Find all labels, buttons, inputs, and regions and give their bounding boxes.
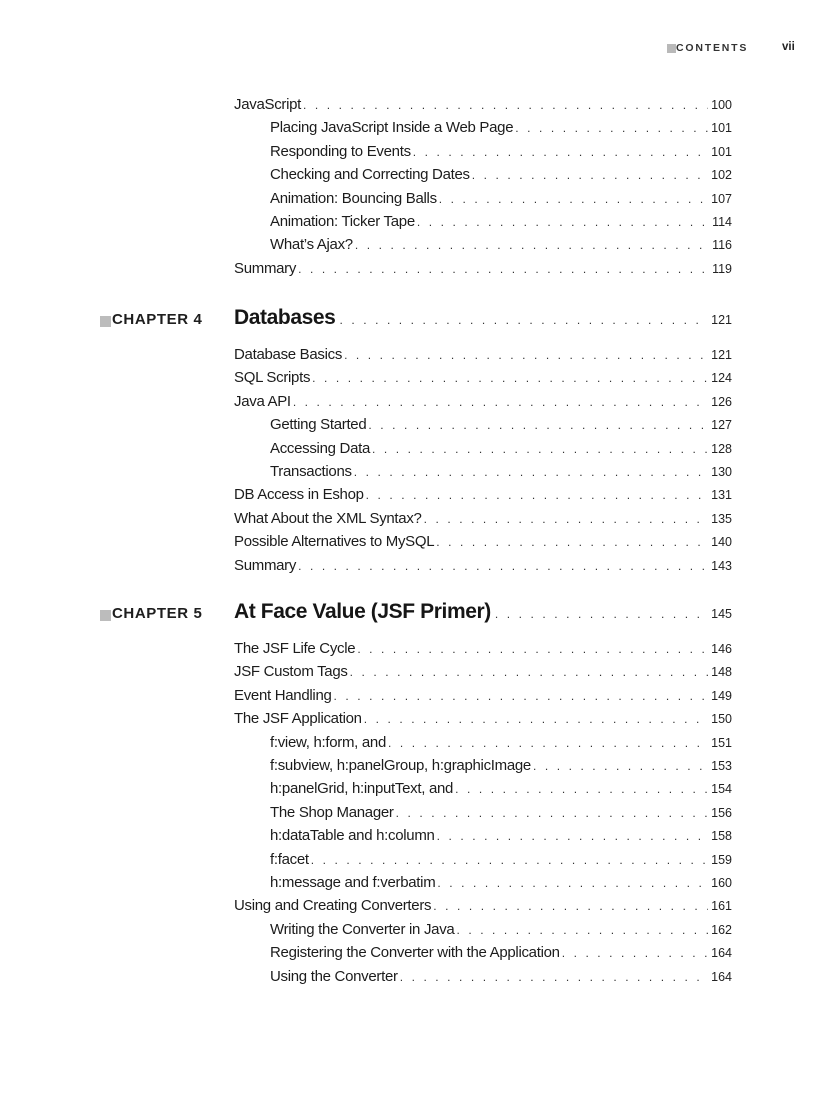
entry-page-number: 135 xyxy=(711,511,732,526)
toc-subentry xyxy=(270,874,732,894)
dot-leader xyxy=(515,121,708,135)
toc-subentry xyxy=(270,780,732,800)
toc-entry xyxy=(234,557,732,577)
entry-page-number: 151 xyxy=(711,735,732,750)
dot-leader xyxy=(357,642,708,656)
entry-title: The Shop Manager xyxy=(270,803,394,821)
dot-leader xyxy=(456,923,708,937)
dot-leader xyxy=(417,215,709,229)
entry-title: f:subview, h:panelGroup, h:graphicImage xyxy=(270,757,531,774)
dot-leader xyxy=(368,418,708,432)
entry-page-number: 131 xyxy=(711,488,732,503)
toc-subentry xyxy=(270,119,732,139)
dot-leader xyxy=(334,689,709,703)
entry-title: The JSF Application xyxy=(234,710,362,728)
dot-leader xyxy=(439,192,708,206)
dot-leader xyxy=(433,899,708,913)
entry-page-number: 102 xyxy=(711,168,732,183)
entry-title: Using and Creating Converters xyxy=(234,897,432,915)
entry-title: Database Basics xyxy=(234,346,343,363)
chapter-label: CHAPTER 4 xyxy=(112,311,203,328)
entry-page-number: 164 xyxy=(711,969,732,984)
toc-subentry xyxy=(270,463,732,483)
dot-leader xyxy=(350,665,709,679)
entry-title: Animation: Ticker Tape xyxy=(270,213,415,230)
entry-page-number: 107 xyxy=(711,191,732,206)
entry-page-number: 143 xyxy=(711,558,732,573)
toc-subentry xyxy=(270,851,732,871)
header-page-number: vii xyxy=(782,41,795,53)
dot-leader xyxy=(455,782,708,796)
chapter-title-line xyxy=(234,600,732,624)
entry-page-number: 124 xyxy=(711,371,732,386)
toc-entry xyxy=(234,510,732,530)
dot-leader xyxy=(437,876,708,890)
toc-entry xyxy=(234,486,732,506)
entry-page-number: 101 xyxy=(711,144,732,159)
dot-leader xyxy=(355,238,709,252)
dot-leader xyxy=(364,712,708,726)
toc-subentry xyxy=(270,440,732,460)
entry-page-number: 158 xyxy=(711,829,732,844)
dot-leader xyxy=(562,946,708,960)
toc-subentry xyxy=(270,921,732,941)
entry-page-number: 153 xyxy=(711,759,732,773)
entry-page-number: 126 xyxy=(711,394,732,409)
chapter-square-icon xyxy=(100,610,111,621)
toc-subentry xyxy=(270,213,732,233)
entry-title: Accessing Data xyxy=(270,439,371,457)
dot-leader xyxy=(303,98,708,112)
dot-leader xyxy=(366,488,708,502)
entry-title: The JSF Life Cycle xyxy=(234,640,356,657)
toc-entry xyxy=(234,369,732,389)
entry-title: What About the XML Syntax? xyxy=(234,509,422,527)
entry-title: JavaScript xyxy=(234,96,302,113)
header-section-label: CONTENTS xyxy=(676,42,749,54)
chapter-page-number: 121 xyxy=(711,313,732,327)
toc-subentry xyxy=(270,804,732,824)
entry-title: Summary xyxy=(234,556,297,574)
dot-leader xyxy=(372,442,708,456)
entry-title: Responding to Events xyxy=(270,142,411,160)
entry-title: f:facet xyxy=(270,850,309,868)
toc-subentry xyxy=(270,827,732,847)
entry-title: h:panelGrid, h:inputText, and xyxy=(270,780,454,798)
entry-page-number: 100 xyxy=(711,98,732,112)
entry-page-number: 154 xyxy=(711,782,732,797)
toc-subentry xyxy=(270,734,732,754)
entry-page-number: 148 xyxy=(711,665,732,680)
toc-entry xyxy=(234,687,732,707)
entry-page-number: 162 xyxy=(711,922,732,937)
entry-title: Checking and Correcting Dates xyxy=(270,166,470,184)
entry-page-number: 146 xyxy=(711,642,732,656)
chapter-title: At Face Value (JSF Primer) xyxy=(234,600,491,623)
dot-leader xyxy=(533,759,708,773)
toc-subentry xyxy=(270,757,732,777)
dot-leader xyxy=(311,853,708,867)
dot-leader xyxy=(472,168,708,182)
entry-page-number: 121 xyxy=(711,348,732,362)
entry-title: SQL Scripts xyxy=(234,369,311,387)
dot-leader xyxy=(388,736,708,750)
entry-title: h:dataTable and h:column xyxy=(270,827,435,845)
toc-entry xyxy=(234,96,732,116)
entry-page-number: 101 xyxy=(711,121,732,136)
dot-leader xyxy=(312,371,708,385)
entry-title: DB Access in Eshop xyxy=(234,486,364,504)
dot-leader xyxy=(424,512,709,526)
toc-subentry xyxy=(270,944,732,964)
entry-page-number: 119 xyxy=(712,261,732,276)
entry-title: What’s Ajax? xyxy=(270,236,353,254)
dot-leader xyxy=(400,970,708,984)
chapter-page-number: 145 xyxy=(711,607,732,621)
dot-leader xyxy=(436,535,708,549)
entry-title: h:message and f:verbatim xyxy=(270,874,436,891)
entry-title: Getting Started xyxy=(270,416,367,434)
toc-entry xyxy=(234,663,732,683)
chapter-title: Databases xyxy=(234,306,336,329)
toc-subentry xyxy=(270,968,732,988)
dot-leader xyxy=(293,395,708,409)
toc-entry xyxy=(234,897,732,917)
entry-title: Possible Alternatives to MySQL xyxy=(234,533,435,551)
dot-leader xyxy=(298,262,709,276)
entry-title: Writing the Converter in Java xyxy=(270,920,455,938)
entry-title: Java API xyxy=(234,392,291,410)
entry-title: Animation: Bouncing Balls xyxy=(270,189,437,207)
entry-title: Event Handling xyxy=(234,686,332,704)
entry-page-number: 160 xyxy=(711,876,732,890)
dot-leader xyxy=(344,348,708,362)
dot-leader xyxy=(339,313,708,327)
toc-entry xyxy=(234,260,732,280)
toc-entry xyxy=(234,533,732,553)
dot-leader xyxy=(354,465,708,479)
chapter-title-line xyxy=(234,306,732,330)
toc-subentry xyxy=(270,143,732,163)
entry-title: Using the Converter xyxy=(270,967,398,985)
entry-title: f:view, h:form, and xyxy=(270,733,387,751)
toc-entry xyxy=(234,640,732,660)
entry-page-number: 128 xyxy=(711,441,732,456)
chapter-heading xyxy=(100,306,732,338)
toc-entry xyxy=(234,393,732,413)
chapter-square-icon xyxy=(100,316,111,327)
entry-title: Registering the Converter with the Application xyxy=(270,944,560,962)
entry-page-number: 156 xyxy=(711,805,732,820)
entry-page-number: 150 xyxy=(711,712,732,727)
toc-subentry xyxy=(270,166,732,186)
entry-title: JSF Custom Tags xyxy=(234,663,348,681)
entry-page-number: 164 xyxy=(711,946,732,961)
entry-page-number: 161 xyxy=(711,899,732,914)
entry-title: Transactions xyxy=(270,463,352,480)
dot-leader xyxy=(437,829,709,843)
dot-leader xyxy=(495,607,708,621)
entry-page-number: 149 xyxy=(711,688,732,703)
entry-title: Placing JavaScript Inside a Web Page xyxy=(270,119,514,137)
entry-title: Summary xyxy=(234,259,297,277)
entry-page-number: 159 xyxy=(711,852,732,867)
entry-page-number: 127 xyxy=(711,418,732,433)
dot-leader xyxy=(396,806,709,820)
chapter-label: CHAPTER 5 xyxy=(112,605,203,622)
toc-subentry xyxy=(270,416,732,436)
chapter-heading xyxy=(100,600,732,632)
dot-leader xyxy=(413,145,708,159)
toc-subentry xyxy=(270,236,732,256)
entry-page-number: 140 xyxy=(711,535,732,550)
toc-entry xyxy=(234,710,732,730)
entry-page-number: 116 xyxy=(712,238,732,253)
toc-subentry xyxy=(270,190,732,210)
entry-page-number: 114 xyxy=(712,215,732,229)
dot-leader xyxy=(298,559,708,573)
toc-entry xyxy=(234,346,732,366)
entry-page-number: 130 xyxy=(711,465,732,479)
